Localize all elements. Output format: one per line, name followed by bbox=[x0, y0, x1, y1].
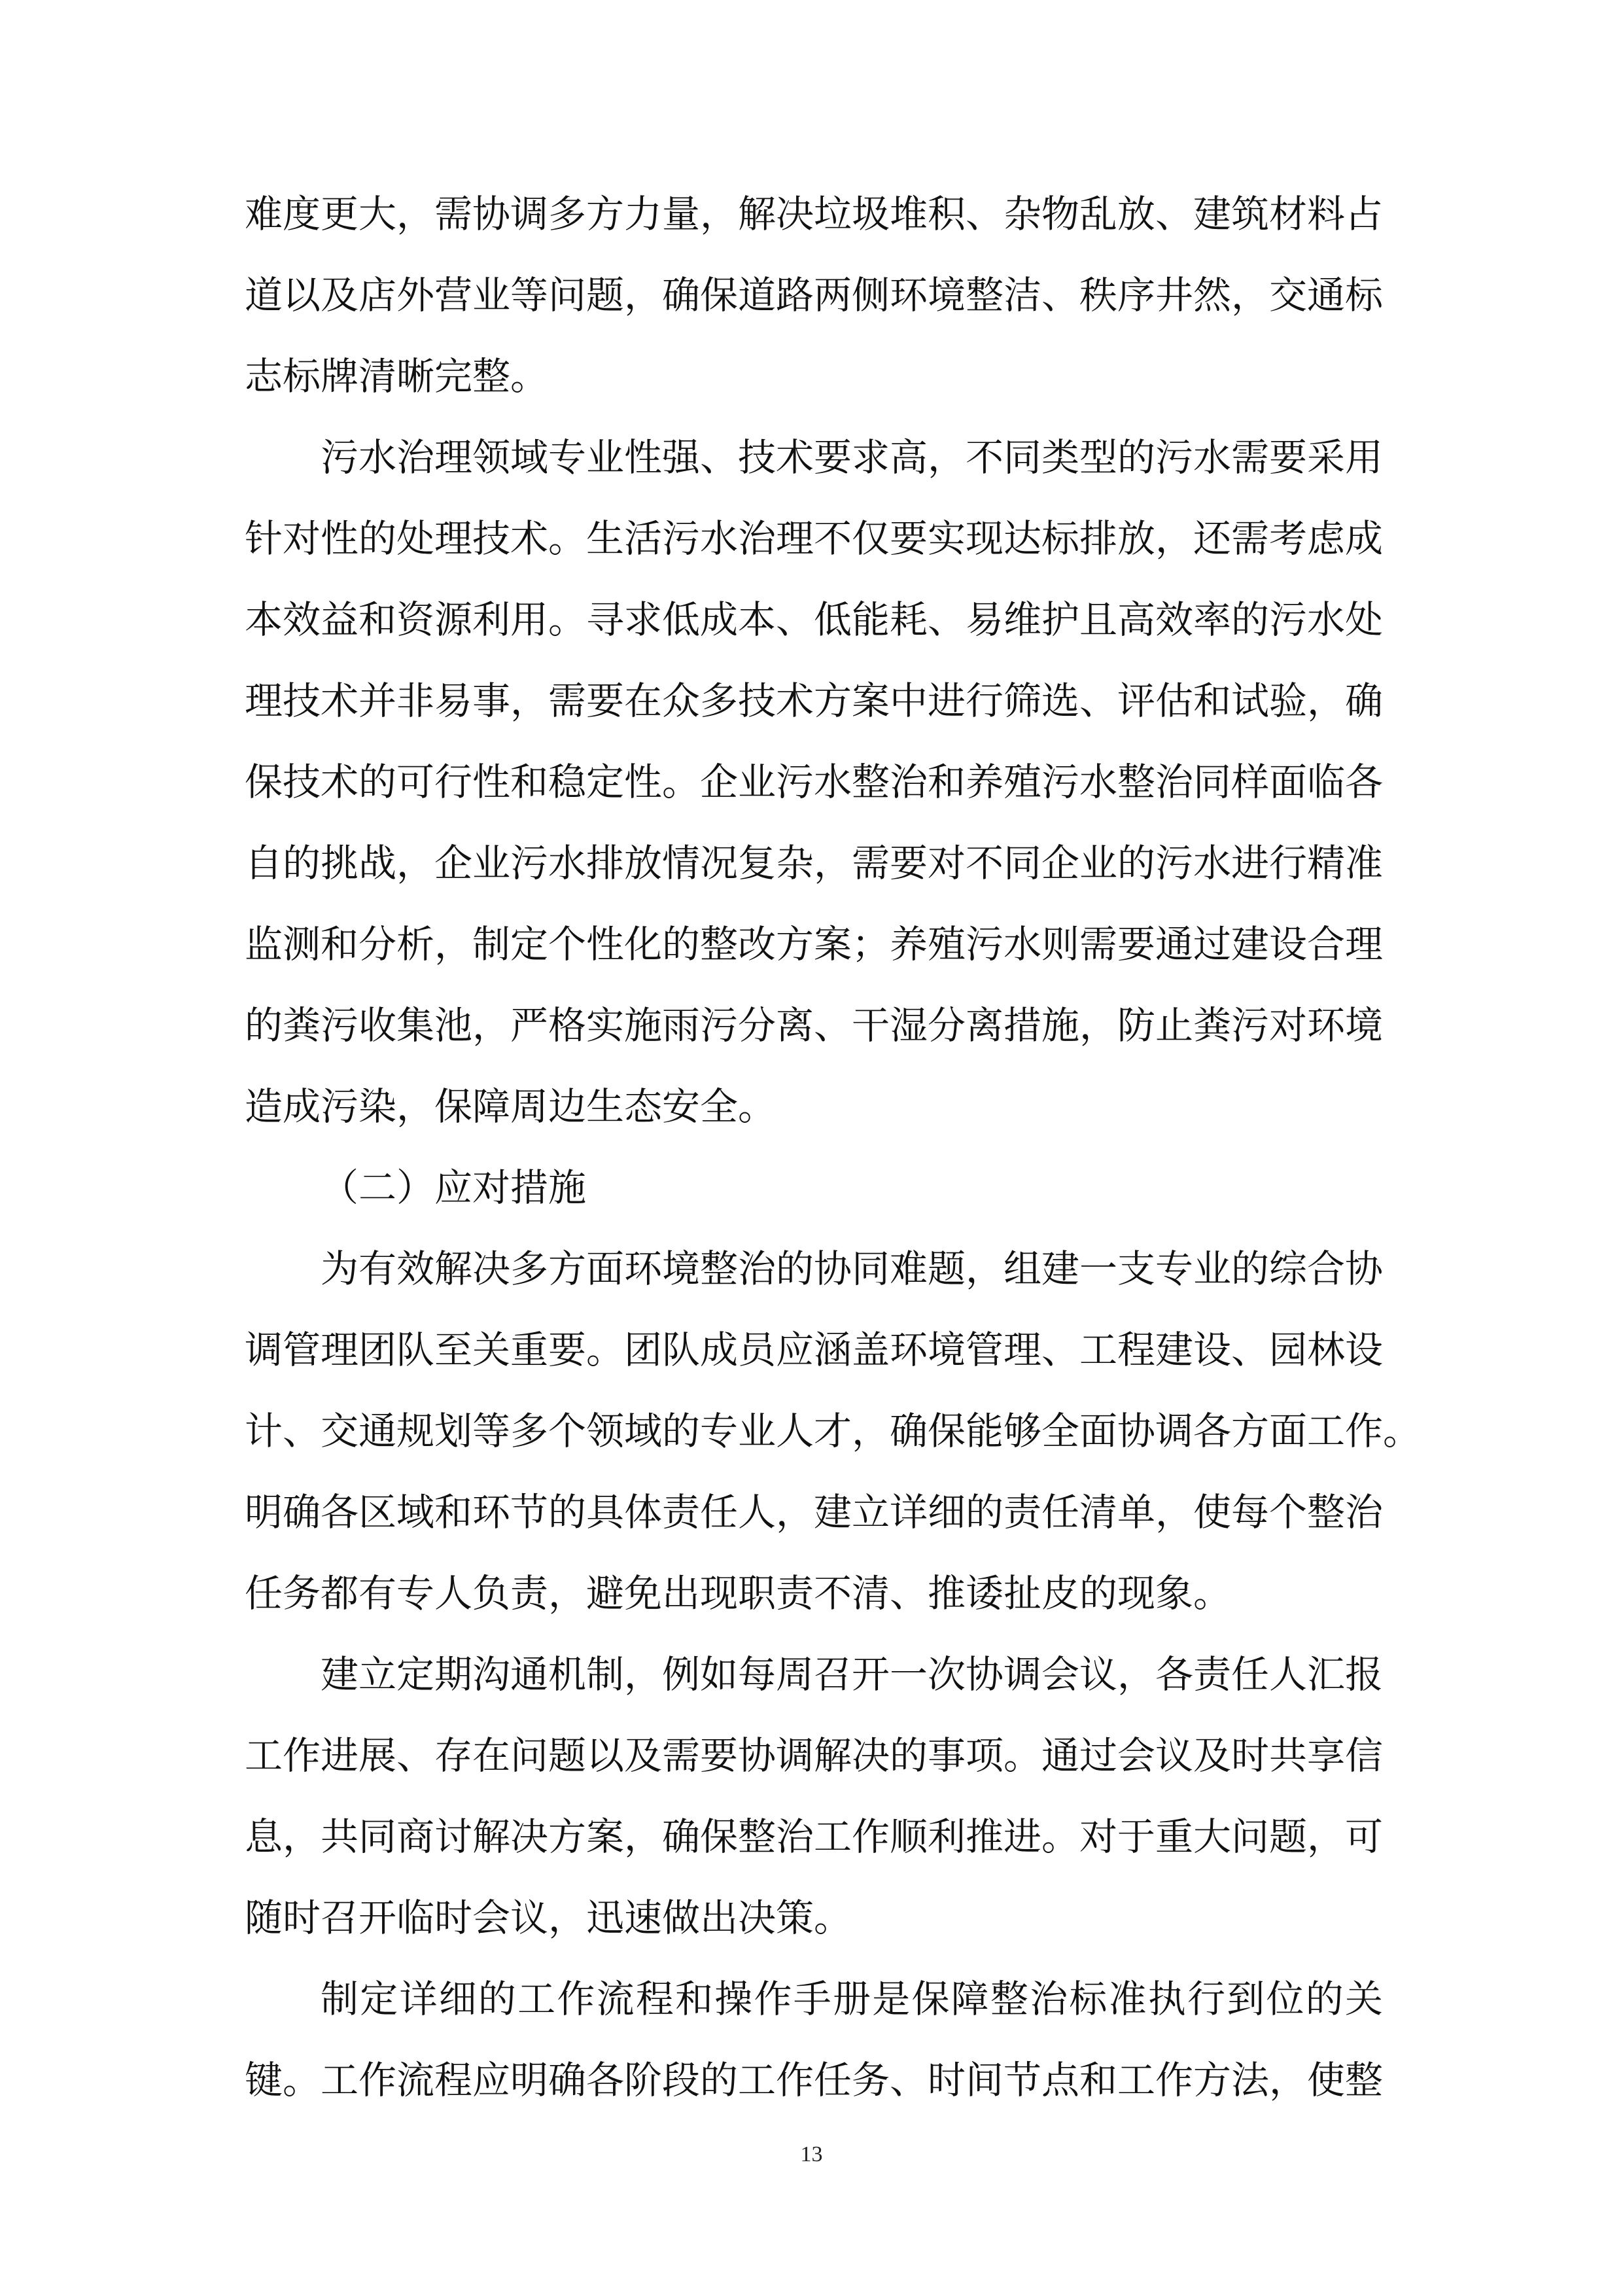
text-line: 造成污染，保障周边生态安全。 bbox=[245, 1084, 777, 1129]
text-line: 保技术的可行性和稳定性。企业污水整治和养殖污水整治同样面临各 bbox=[245, 760, 1384, 804]
paragraph bbox=[245, 173, 1383, 417]
text-line: 调管理团队至关重要。团队成员应涵盖环境管理、工程建设、园林设 bbox=[245, 1328, 1384, 1372]
text-line: 制定详细的工作流程和操作手册是保障整治标准执行到位的关 bbox=[321, 1977, 1383, 2021]
paragraph bbox=[245, 1958, 1383, 2121]
section-heading: （二）应对措施 bbox=[321, 1165, 587, 1210]
page-number: 13 bbox=[800, 2142, 823, 2166]
text-line: 理技术并非易事，需要在众多技术方案中进行筛选、评估和试验，确 bbox=[245, 679, 1384, 723]
text-line: 建立定期沟通机制，例如每周召开一次协调会议，各责任人汇报 bbox=[321, 1652, 1384, 1697]
document-page bbox=[245, 173, 1422, 2121]
text-line: 随时召开临时会议，迅速做出决策。 bbox=[245, 1896, 852, 1940]
text-line: 任务都有专人负责，避免出现职责不清、推诿扯皮的现象。 bbox=[245, 1571, 1232, 1616]
text-line: 污水治理领域专业性强、技术要求高，不同类型的污水需要采用 bbox=[321, 435, 1384, 480]
text-line: 道以及店外营业等问题，确保道路两侧环境整洁、秩序井然，交通标 bbox=[245, 273, 1384, 317]
text-line: 为有效解决多方面环境整治的协同难题，组建一支专业的综合协 bbox=[321, 1246, 1384, 1291]
text-line: 监测和分析，制定个性化的整改方案；养殖污水则需要通过建设合理 bbox=[245, 922, 1384, 966]
text-line: 工作进展、存在问题以及需要协调解决的事项。通过会议及时共享信 bbox=[245, 1733, 1384, 1778]
text-line: 键。工作流程应明确各阶段的工作任务、时间节点和工作方法，使整 bbox=[245, 2058, 1384, 2102]
text-line: 本效益和资源利用。寻求低成本、低能耗、易维护且高效率的污水处 bbox=[245, 597, 1384, 642]
text-line: 难度更大，需协调多方力量，解决垃圾堆积、杂物乱放、建筑材料占 bbox=[245, 192, 1384, 236]
text-line: 针对性的处理技术。生活污水治理不仅要实现达标排放，还需考虑成 bbox=[245, 516, 1384, 561]
paragraph bbox=[245, 1634, 1383, 1958]
text-line: 计、交通规划等多个领域的专业人才，确保能够全面协调各方面工作。 bbox=[245, 1409, 1422, 1453]
text-line: 自的挑战，企业污水排放情况复杂，需要对不同企业的污水进行精准 bbox=[245, 841, 1384, 885]
paragraph bbox=[245, 417, 1383, 1147]
text-line: 的粪污收集池，严格实施雨污分离、干湿分离措施，防止粪污对环境 bbox=[245, 1003, 1384, 1048]
paragraph bbox=[245, 1228, 1422, 1634]
text-line: 明确各区域和环节的具体责任人，建立详细的责任清单，使每个整治 bbox=[245, 1490, 1384, 1534]
text-line: 志标牌清晰完整。 bbox=[245, 354, 549, 398]
text-line: 息，共同商讨解决方案，确保整治工作顺利推进。对于重大问题，可 bbox=[245, 1814, 1384, 1859]
